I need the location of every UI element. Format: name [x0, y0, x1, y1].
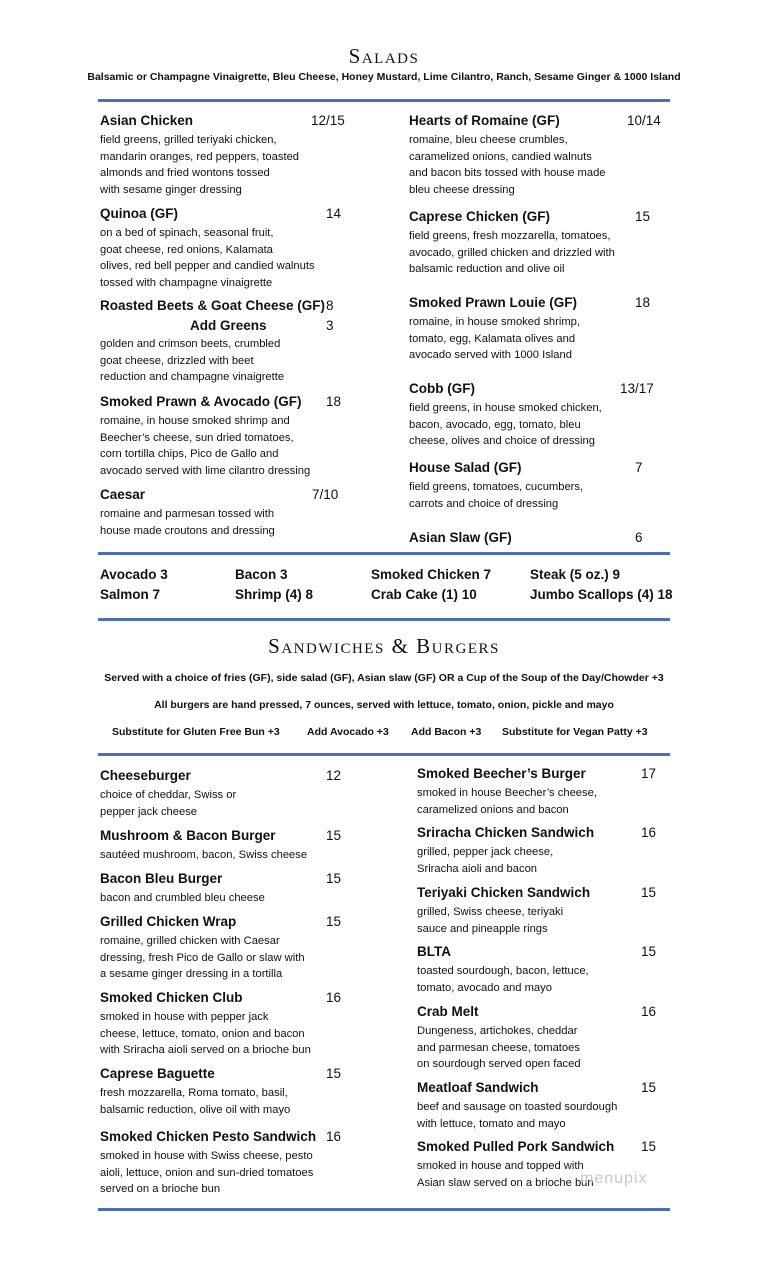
item-name: Bacon Bleu Burger [100, 871, 223, 886]
item-price: 12/15 [311, 113, 345, 128]
item-description: aioli, lettuce, onion and sun-dried tomatoes [100, 1166, 314, 1179]
item-price: 10/14 [627, 113, 661, 128]
item-name: Cheeseburger [100, 768, 191, 783]
item-description: cheese, olives and choice of dressing [409, 435, 595, 447]
addon-item: Bacon 3 [235, 567, 288, 582]
item-description: with sesame ginger dressing [100, 183, 242, 196]
item-description: romaine, in house smoked shrimp, [409, 316, 580, 328]
item-description: romaine, grilled chicken with Caesar [100, 935, 280, 947]
item-description: Beecher’s cheese, sun dried tomatoes, [100, 431, 294, 444]
addon-item: Smoked Chicken 7 [371, 567, 492, 582]
item-name: Smoked Beecher’s Burger [417, 766, 586, 781]
item-description: smoked in house with Swiss cheese, pesto [100, 1150, 313, 1162]
item-description: beef and sausage on toasted sourdough [417, 1101, 618, 1113]
item-price: 15 [641, 1080, 657, 1095]
item-description: romaine, bleu cheese crumbles, [409, 134, 568, 146]
item-name: Meatloaf Sandwich [417, 1080, 539, 1095]
item-price: 16 [641, 825, 657, 840]
item-name: Caprese Baguette [100, 1066, 215, 1081]
item-price: 7/10 [312, 487, 339, 502]
item-price: 18 [635, 295, 651, 310]
add-greens-label: Add Greens [190, 318, 267, 333]
item-price: 15 [326, 914, 342, 929]
item-description: and bacon bits tossed with house made [409, 167, 606, 179]
item-price: 15 [326, 871, 342, 886]
item-description: avocado served with 1000 Island [409, 349, 572, 361]
addon-item: Avocado 3 [100, 567, 168, 582]
item-name: Cobb (GF) [409, 381, 475, 396]
item-price: 16 [641, 1004, 657, 1019]
sandwiches-title: Sandwiches & Burgers [268, 634, 500, 658]
item-price: 16 [326, 1129, 342, 1144]
item-description: mandarin oranges, red peppers, toasted [100, 150, 300, 163]
item-price: 7 [635, 460, 643, 475]
item-description: olives, red bell pepper and candied walnuts [100, 260, 315, 272]
item-name: Caesar [100, 487, 146, 502]
item-name: Crab Melt [417, 1004, 479, 1019]
item-description: smoked in house with pepper jack [100, 1011, 269, 1023]
item-price: 15 [641, 944, 657, 959]
item-description: choice of cheddar, Swiss or [100, 789, 237, 801]
item-name: Asian Slaw (GF) [409, 530, 512, 545]
item-description: field greens, grilled teriyaki chicken, [100, 134, 277, 146]
item-description: with Sriracha aioli served on a brioche bun [100, 1044, 311, 1056]
item-description: Dungeness, artichokes, cheddar [417, 1025, 578, 1037]
item-description: avocado, grilled chicken and drizzled with [409, 246, 615, 259]
item-description: bacon, avocado, egg, tomato, bleu [409, 418, 581, 431]
add-greens-price: 3 [326, 318, 334, 333]
item-name: Smoked Prawn Louie (GF) [409, 295, 578, 310]
item-name: Mushroom & Bacon Burger [100, 828, 276, 843]
item-price: 8 [326, 298, 334, 313]
item-description: on sourdough served open faced [417, 1058, 581, 1070]
addon-item: Steak (5 oz.) 9 [530, 567, 621, 582]
item-description: and parmesan cheese, tomatoes [417, 1041, 580, 1054]
substitution-item: Add Avocado +3 [307, 726, 389, 738]
item-description: caramelized onions and bacon [417, 803, 569, 816]
item-description: served on a brioche bun [100, 1183, 221, 1195]
sandwiches-top-divider [98, 618, 670, 621]
sides-note: Served with a choice of fries (GF), side salad (GF), Asian slaw (GF) OR a Cup of the Soup of the Day/Chowder +3 [104, 672, 664, 684]
item-description: goat cheese, red onions, Kalamata [100, 243, 273, 256]
item-name: Smoked Pulled Pork Sandwich [417, 1139, 615, 1154]
item-price: 15 [326, 828, 342, 843]
item-description: Sriracha aioli and bacon [417, 862, 538, 875]
item-name: Grilled Chicken Wrap [100, 914, 237, 929]
substitution-item: Substitute for Vegan Patty +3 [502, 726, 648, 738]
item-price: 15 [326, 1066, 342, 1081]
item-price: 17 [641, 766, 657, 781]
item-description: goat cheese, drizzled with beet [100, 354, 254, 367]
item-description: smoked in house and topped with [417, 1160, 584, 1172]
item-name: Smoked Prawn & Avocado (GF) [100, 394, 302, 409]
addons-top-divider [98, 552, 670, 555]
item-name: House Salad (GF) [409, 460, 522, 475]
item-description: caramelized onions, candied walnuts [409, 150, 592, 163]
item-description: dressing, fresh Pico de Gallo or slaw with [100, 951, 305, 964]
item-description: tomato, avocado and mayo [417, 981, 552, 994]
item-price: 6 [635, 530, 643, 545]
item-description: a sesame ginger dressing in a tortilla [100, 968, 283, 980]
item-description: balsamic reduction and olive oil [409, 263, 565, 275]
item-description: field greens, fresh mozzarella, tomatoes, [409, 230, 611, 242]
item-name: Roasted Beets & Goat Cheese (GF) [100, 298, 326, 313]
item-description: romaine and parmesan tossed with [100, 508, 275, 520]
item-price: 15 [635, 209, 651, 224]
addon-item: Shrimp (4) 8 [235, 587, 314, 602]
item-description: romaine, in house smoked shrimp and [100, 415, 290, 427]
item-price: 18 [326, 394, 342, 409]
item-price: 14 [326, 206, 342, 221]
item-description: pepper jack cheese [100, 805, 198, 818]
item-description: with lettuce, tomato and mayo [417, 1117, 566, 1130]
item-description: bleu cheese dressing [409, 183, 515, 196]
item-description: tomato, egg, Kalamata olives and [409, 332, 576, 345]
item-description: grilled, pepper jack cheese, [417, 846, 554, 858]
item-name: Smoked Chicken Club [100, 990, 243, 1005]
addon-item: Crab Cake (1) 10 [371, 587, 477, 602]
salads-top-divider [98, 99, 670, 102]
item-name: Teriyaki Chicken Sandwich [417, 885, 591, 900]
item-description: bacon and crumbled bleu cheese [100, 892, 265, 904]
substitution-item: Add Bacon +3 [411, 726, 482, 738]
sandwiches-list-divider [98, 753, 670, 756]
item-description: house made croutons and dressing [100, 524, 275, 537]
item-description: Asian slaw served on a brioche bun [417, 1176, 594, 1189]
item-price: 16 [326, 990, 342, 1005]
item-name: Sriracha Chicken Sandwich [417, 825, 595, 840]
item-name: Asian Chicken [100, 113, 194, 128]
item-name: Quinoa (GF) [100, 206, 178, 221]
item-name: Caprese Chicken (GF) [409, 209, 551, 224]
addon-item: Salmon 7 [100, 587, 161, 602]
item-description: avocado served with lime cilantro dressing [100, 464, 311, 477]
item-description: on a bed of spinach, seasonal fruit, [100, 227, 274, 239]
item-description: sauce and pineapple rings [417, 922, 548, 935]
watermark: menupix [580, 1170, 648, 1187]
substitution-item: Substitute for Gluten Free Bun +3 [112, 726, 280, 738]
item-description: golden and crimson beets, crumbled [100, 338, 281, 350]
dressings-list: Balsamic or Champagne Vinaigrette, Bleu Cheese, Honey Mustard, Lime Cilantro, Ranch, Sesame Ginger & 1000 Island [87, 71, 681, 83]
item-description: reduction and champagne vinaigrette [100, 371, 285, 383]
bottom-divider [98, 1208, 670, 1211]
item-description: toasted sourdough, bacon, lettuce, [417, 965, 589, 977]
item-description: field greens, tomatoes, cucumbers, [409, 481, 584, 493]
item-price: 12 [326, 768, 342, 783]
item-name: Smoked Chicken Pesto Sandwich [100, 1129, 317, 1144]
addon-item: Jumbo Scallops (4) 18 [530, 587, 673, 602]
item-description: balsamic reduction, olive oil with mayo [100, 1103, 291, 1116]
item-description: fresh mozzarella, Roma tomato, basil, [100, 1087, 288, 1099]
salads-title: Salads [348, 44, 420, 68]
item-price: 15 [641, 1139, 657, 1154]
item-price: 15 [641, 885, 657, 900]
item-description: field greens, in house smoked chicken, [409, 402, 602, 414]
item-description: sautéed mushroom, bacon, Swiss cheese [100, 849, 308, 861]
item-description: smoked in house Beecher’s cheese, [417, 787, 597, 799]
item-description: carrots and choice of dressing [409, 497, 559, 510]
item-description: almonds and fried wontons tossed [100, 167, 270, 179]
burger-note: All burgers are hand pressed, 7 ounces, served with lettuce, tomato, onion, pickle and mayo [154, 699, 614, 711]
item-name: Hearts of Romaine (GF) [409, 113, 560, 128]
item-description: grilled, Swiss cheese, teriyaki [417, 906, 564, 918]
item-name: BLTA [417, 944, 451, 959]
item-description: corn tortilla chips, Pico de Gallo and [100, 448, 279, 460]
item-description: cheese, lettuce, tomato, onion and bacon [100, 1027, 305, 1040]
item-price: 13/17 [620, 381, 654, 396]
item-description: tossed with champagne vinaigrette [100, 276, 273, 289]
